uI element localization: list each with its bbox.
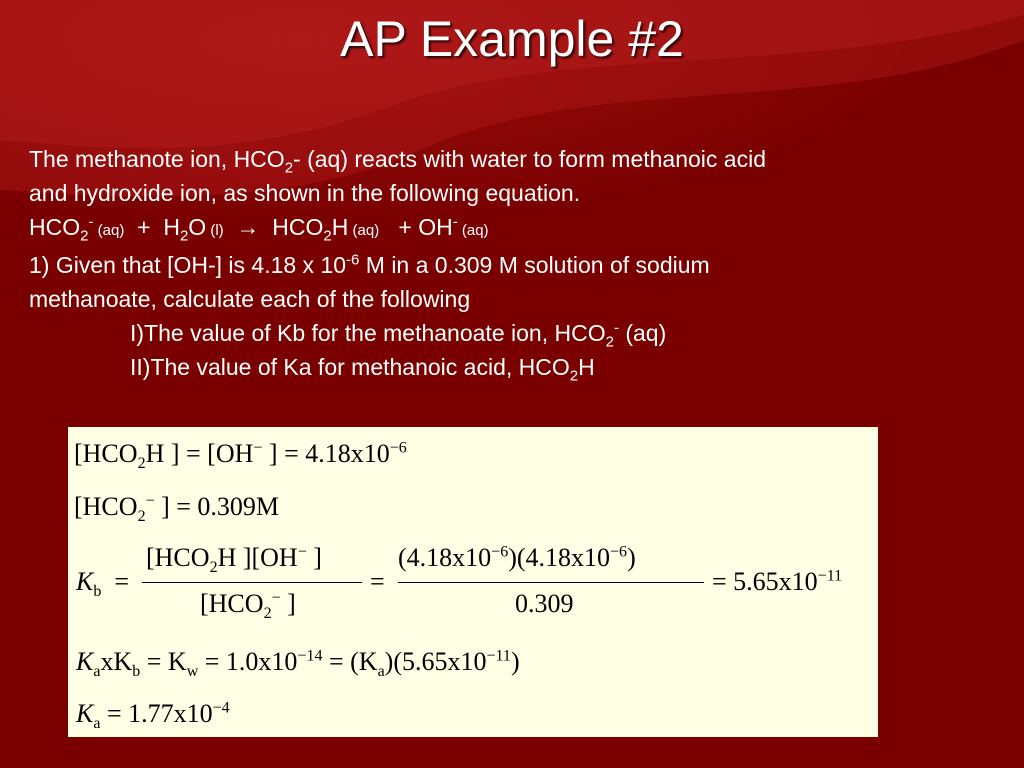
solution-panel [68, 427, 878, 737]
reaction-equation: $HCO_2^-$ $(aq) + H_2O$ $(l) \to HCO_2H$ (aq) + OH- (aq) [29, 213, 489, 245]
equation-5: $K_a = 1.77x10^{-4}$ [76, 699, 230, 733]
question-part-ii: II)The value of Ka for methanoic acid, $HCO_2H$ [130, 354, 595, 385]
equation-4: $K_axK_b = K_w = 1.0x10^{-14} = (K_a)(5.65x10^{-11})$ [76, 647, 520, 681]
question-1-line-1: 1) Given that [OH-] is 4.18 x $10^{-6}$ M in a 0.309 M solution of sodium [29, 251, 710, 278]
fraction-1-denominator: [$HCO_2^-$ ] [200, 589, 296, 623]
question-part-i: I)The value of Kb for the methanoate ion, $HCO_2^-$ (aq) [130, 319, 667, 351]
fraction-2-denominator: 0.309 [515, 589, 574, 618]
equation-3-result: = $5.65x10^{-11}$ [712, 567, 843, 596]
arrow-icon: → [236, 214, 260, 240]
intro-line-2: and hydroxide ion, as shown in the following equation. [29, 180, 581, 206]
problem-text [29, 142, 989, 384]
equation-1: [$HCO_2H$ ] = [OH− ] = $4.18x10^{-6}$ [74, 439, 407, 473]
slide-title: AP Example #2 [340, 11, 684, 67]
fraction-1-numerator: [$HCO_2H$ ][OH− ] [146, 543, 322, 577]
question-1-line-2: methanoate, calculate each of the following [29, 286, 471, 312]
fraction-2-numerator: $(4.18x10^{-6})(4.18x10^{-6})$ [398, 543, 636, 572]
equation-3-equals: = [370, 567, 385, 596]
fraction-1-bar [142, 582, 362, 583]
fraction-2-bar [398, 582, 704, 583]
equation-2: [$HCO_2^-$ ] = 0.309M [74, 492, 280, 526]
equation-3-lhs: $K_b$ = [76, 567, 130, 601]
intro-line-1: The methanote ion, $HCO_2-$ (aq) reacts with water to form methanoic acid [29, 146, 766, 177]
